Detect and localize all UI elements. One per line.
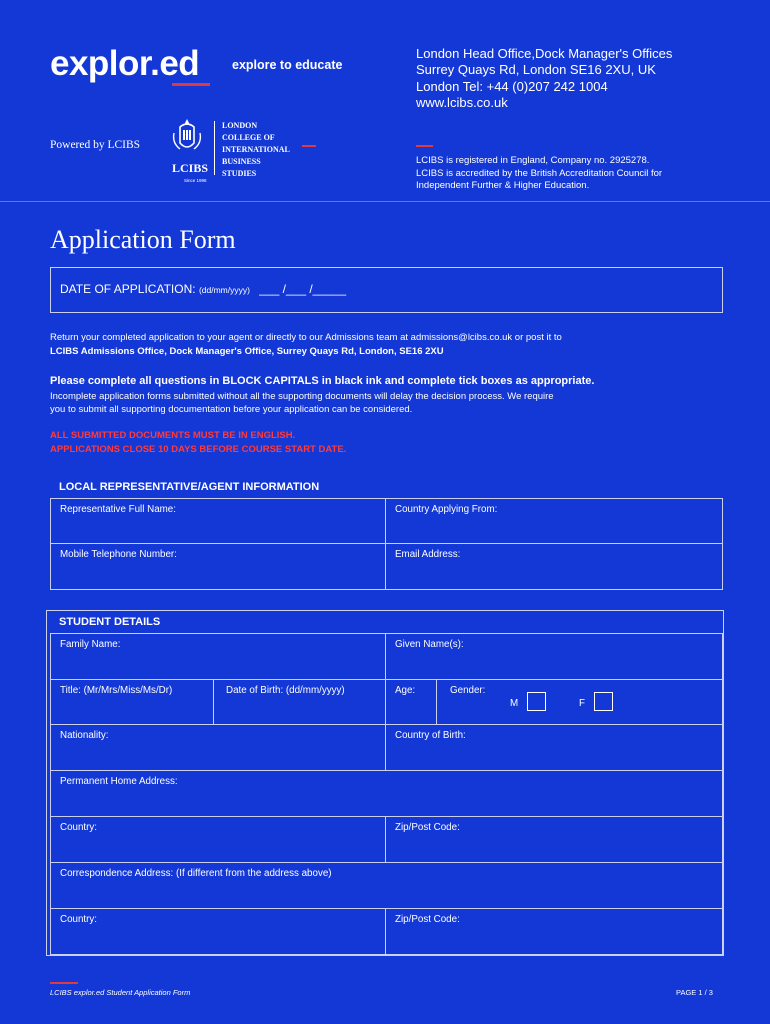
mobile-field[interactable]: Mobile Telephone Number: bbox=[50, 543, 386, 590]
return-instructions: Return your completed application to your agent or directly to our Admissions team at admissions@lcibs.co.uk or post it to LCIBS Admissions Office, Dock Manager's Office, Surrey Quays Rd, London, SE16 2XU bbox=[50, 332, 562, 357]
dob-field[interactable]: Date of Birth: (dd/mm/yyyy) bbox=[213, 679, 386, 725]
contact-info bbox=[416, 79, 608, 111]
correspondence-address-field[interactable]: Correspondence Address: (If different from the address above) bbox=[50, 862, 723, 909]
age-field[interactable]: Age: bbox=[385, 679, 437, 725]
agent-section-title: LOCAL REPRESENTATIVE/AGENT INFORMATION bbox=[59, 481, 320, 493]
tagline: explore to educate bbox=[232, 58, 343, 72]
zip-code-field[interactable]: Zip/Post Code: bbox=[385, 816, 723, 863]
footer-title: LCIBS explor.ed Student Application Form bbox=[50, 988, 191, 997]
correspondence-country-field[interactable]: Country: bbox=[50, 908, 386, 955]
country-applying-field[interactable]: Country Applying From: bbox=[385, 498, 723, 544]
gender-field: Gender: bbox=[436, 679, 723, 725]
doa-format: (dd/mm/yyyy) bbox=[198, 285, 250, 295]
page-number: PAGE 1 / 3 bbox=[676, 988, 713, 997]
home-address-field[interactable]: Permanent Home Address: bbox=[50, 770, 723, 817]
family-name-field[interactable]: Family Name: bbox=[50, 633, 386, 680]
rep-name-field[interactable]: Representative Full Name: bbox=[50, 498, 386, 544]
nationality-field[interactable]: Nationality: bbox=[50, 724, 386, 771]
logo-divider bbox=[214, 121, 215, 175]
telephone: London Tel: +44 (0)207 242 1004 bbox=[416, 79, 608, 94]
female-label: F bbox=[579, 698, 585, 709]
correspondence-zip-field[interactable]: Zip/Post Code: bbox=[385, 908, 723, 955]
lcibs-wordmark: LCIBS bbox=[172, 161, 209, 175]
date-of-application-field[interactable] bbox=[50, 267, 723, 313]
reg-accent-bar bbox=[416, 145, 433, 147]
logo-accent-bar bbox=[172, 83, 210, 86]
doa-label: DATE OF APPLICATION: bbox=[60, 282, 196, 296]
block-capitals-note: Please complete all questions in BLOCK CAPITALS in black ink and complete tick boxes as appropriate. bbox=[50, 375, 595, 387]
website-link[interactable]: www.lcibs.co.uk bbox=[416, 95, 508, 110]
explored-logo: explor.ed bbox=[50, 44, 200, 83]
doa-blank: ___ /___ /_____ bbox=[259, 282, 347, 296]
male-label: M bbox=[510, 698, 519, 709]
page-title: Application Form bbox=[50, 225, 236, 254]
title-field[interactable]: Title: (Mr/Mrs/Miss/Ms/Dr) bbox=[50, 679, 214, 725]
female-checkbox[interactable] bbox=[594, 692, 613, 711]
powered-by: Powered by LCIBS bbox=[50, 139, 141, 151]
given-names-field[interactable]: Given Name(s): bbox=[385, 633, 723, 680]
since-label: Since 1998 bbox=[184, 178, 207, 183]
male-checkbox[interactable] bbox=[527, 692, 546, 711]
email-field[interactable]: Email Address: bbox=[385, 543, 723, 590]
footer-accent-bar bbox=[50, 982, 78, 984]
country-of-birth-field[interactable]: Country of Birth: bbox=[385, 724, 723, 771]
college-name: LONDON COLLEGE OF INTERNATIONAL BUSINESS STUDIES bbox=[222, 121, 290, 178]
college-accent-bar bbox=[302, 145, 316, 147]
warning-notes: ALL SUBMITTED DOCUMENTS MUST BE IN ENGLISH. APPLICATIONS CLOSE 10 DAYS BEFORE COURSE START DATE. bbox=[50, 430, 347, 455]
incomplete-note: Incomplete application forms submitted without all the supporting documents will delay the decision process. We require you to submit all supporting documentation before your application can be considered. bbox=[50, 391, 554, 415]
student-section-title: STUDENT DETAILS bbox=[59, 616, 161, 628]
office-address: London Head Office,Dock Manager's Offices Surrey Quays Rd, London SE16 2XU, UK bbox=[416, 46, 673, 77]
country-field[interactable]: Country: bbox=[50, 816, 386, 863]
registration-info: LCIBS is registered in England, Company no. 2925278. LCIBS is accredited by the British Accreditation Council for Independent Further & Higher Education. bbox=[416, 155, 663, 191]
header-divider bbox=[0, 201, 770, 202]
lcibs-crest-icon bbox=[170, 117, 204, 161]
